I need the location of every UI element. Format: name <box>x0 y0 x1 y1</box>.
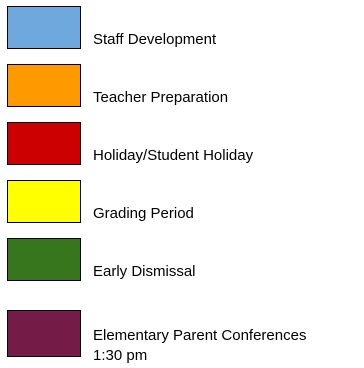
legend-label: Grading Period <box>93 205 194 222</box>
staff-development-swatch <box>7 6 81 49</box>
legend-label-line2: 1:30 pm <box>93 347 148 364</box>
parent-conferences-swatch <box>7 310 81 357</box>
legend-label-line1: Elementary Parent Conferences <box>93 327 307 344</box>
legend-label: Teacher Preparation <box>93 89 229 106</box>
legend-label: Staff Development <box>93 31 217 48</box>
legend-label: Early Dismissal <box>93 263 196 280</box>
legend-label-multiline <box>93 326 306 366</box>
early-dismissal-swatch <box>7 238 81 281</box>
legend-label: Holiday/Student Holiday <box>93 147 254 164</box>
holiday-swatch <box>7 122 81 165</box>
grading-period-swatch <box>7 180 81 223</box>
teacher-preparation-swatch <box>7 64 81 107</box>
